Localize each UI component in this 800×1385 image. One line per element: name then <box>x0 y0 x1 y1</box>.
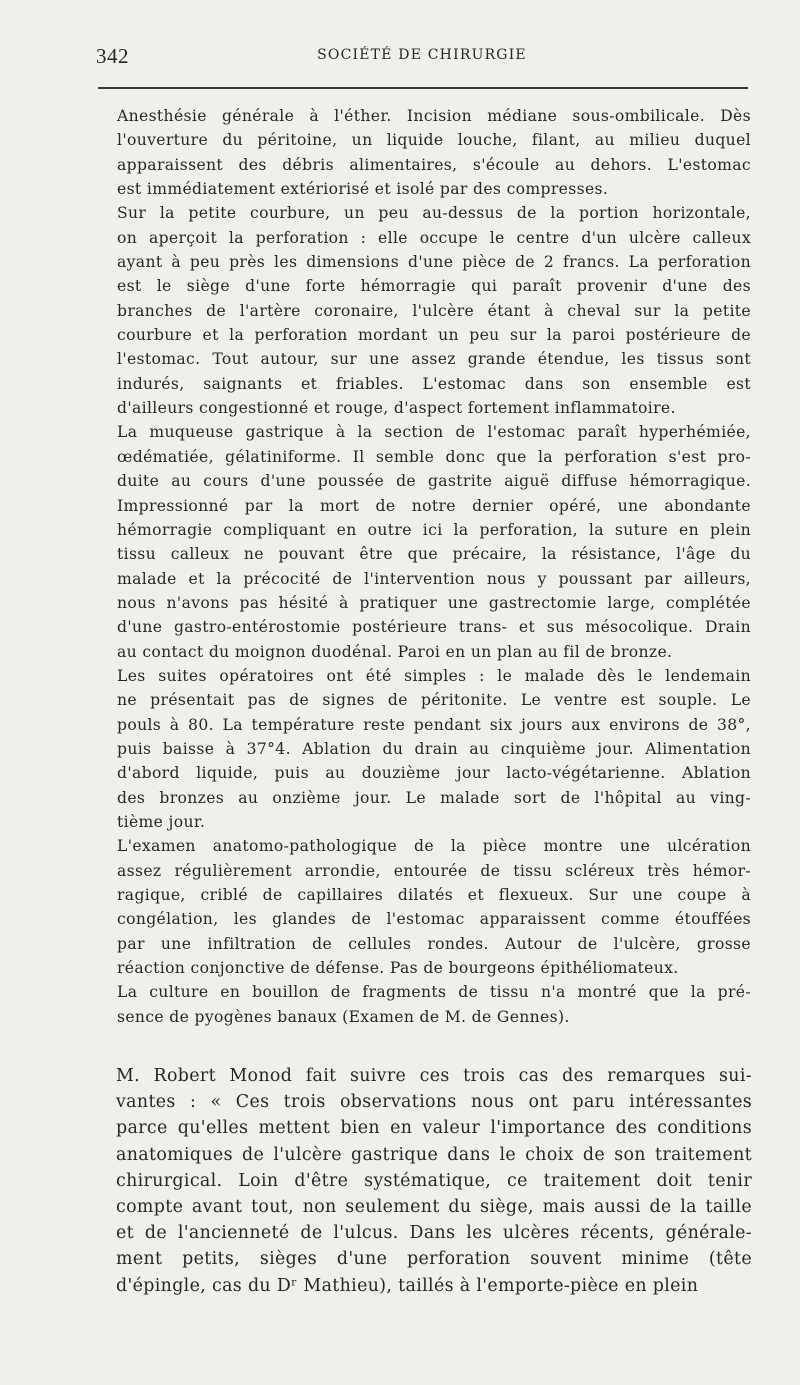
text-line: indurés, saignants et friables. L'estomac dans son ensemble est <box>117 374 751 393</box>
remarks-text <box>116 1063 752 1299</box>
case-report-text <box>117 104 751 1029</box>
text-line: malade et la précocité de l'intervention nous y poussant par ailleurs, <box>117 569 751 588</box>
text-line: La culture en bouillon de fragments de tissu n'a montré que la pré- <box>117 983 751 1002</box>
paragraph-culture <box>117 980 751 1029</box>
text-line: par une infiltration de cellules rondes. Autour de l'ulcère, grosse <box>117 934 751 953</box>
text-line: tissu calleux ne pouvant être que précaire, la résistance, l'âge du <box>117 545 751 564</box>
text-line: Les suites opératoires ont été simples : le malade dès le lendemain <box>117 666 751 685</box>
text-line: M. Robert Monod fait suivre ces trois cas des remarques sui- <box>116 1066 752 1086</box>
paragraph-postoperative <box>117 664 751 834</box>
text-line: ragique, criblé de capillaires dilatés et flexueux. Sur une coupe à <box>117 886 751 904</box>
text-line: d'épingle, cas du Dʳ Mathieu), taillés à l'emporte-pièce en plein <box>116 1275 699 1296</box>
text-line: courbure et la perforation mordant un peu sur la paroi postérieure de <box>117 326 751 345</box>
text-line: La muqueuse gastrique à la section de l'estomac paraît hyperhémiée, <box>117 423 751 442</box>
text-line: L'examen anatomo-pathologique de la pièce montre une ulcération <box>117 837 751 856</box>
text-line: on aperçoit la perforation : elle occupe le centre d'un ulcère calleux <box>117 228 751 247</box>
header-rule <box>98 87 748 89</box>
text-line: Impressionné par la mort de notre dernier opéré, une abondante <box>117 496 751 515</box>
running-title: SOCIÉTÉ DE CHIRURGIE <box>317 47 527 63</box>
text-line: vantes : « Ces trois observations nous ont paru intéressantes <box>116 1092 752 1113</box>
text-line: branches de l'artère coronaire, l'ulcère étant à cheval sur la petite <box>117 301 751 320</box>
text-line: anatomiques de l'ulcère gastrique dans le choix de son traitement <box>116 1144 752 1165</box>
text-line: au contact du moignon duodénal. Paroi en un plan au fil de bronze. <box>117 642 673 661</box>
paragraph-monod-remarks <box>116 1063 752 1299</box>
text-line: d'abord liquide, puis au douzième jour lacto-végétarienne. Ablation <box>117 764 751 783</box>
text-line: des bronzes au onzième jour. Le malade sort de l'hôpital au ving- <box>117 788 751 807</box>
text-line: et de l'ancienneté de l'ulcus. Dans les ulcères récents, générale- <box>116 1223 752 1244</box>
text-line: œdématiée, gélatiniforme. Il semble donc que la perforation s'est pro- <box>117 447 751 466</box>
text-line: est le siège d'une forte hémorragie qui paraît provenir d'une des <box>117 277 751 296</box>
text-line: Sur la petite courbure, un peu au-dessus de la portion horizontale, <box>117 204 751 223</box>
text-line: congélation, les glandes de l'estomac apparaissent comme étouffées <box>117 910 751 929</box>
text-line: sence de pyogènes banaux (Examen de M. de Gennes). <box>117 1007 570 1026</box>
text-line: hémorragie compliquant en outre ici la perforation, la suture en plein <box>117 520 751 539</box>
paragraph-pathology <box>117 834 751 980</box>
text-line: duite au cours d'une poussée de gastrite aiguë diffuse hémorragique. <box>117 472 751 491</box>
text-line: d'ailleurs congestionné et rouge, d'aspect fortement inflammatoire. <box>117 399 676 418</box>
text-line: réaction conjonctive de défense. Pas de bourgeons épithéliomateux. <box>117 959 679 978</box>
page-header <box>96 44 748 70</box>
text-line: l'ouverture du péritoine, un liquide louche, filant, au milieu duquel <box>117 131 751 150</box>
text-line: chirurgical. Loin d'être systématique, ce traitement doit tenir <box>116 1170 752 1191</box>
text-line: ment petits, sièges d'une perforation souvent minime (tête <box>116 1249 752 1270</box>
text-line: d'une gastro-entérostomie postérieure trans- et sus mésocolique. Drain <box>117 618 751 637</box>
text-line: est immédiatement extériorisé et isolé par des compresses. <box>117 180 609 199</box>
text-line: ne présentait pas de signes de péritonite. Le ventre est souple. Le <box>117 691 751 710</box>
paragraph-anesthesia <box>117 104 751 201</box>
paragraph-mucosa <box>117 420 751 663</box>
paragraph-perforation <box>117 201 751 420</box>
text-line: puis baisse à 37°4. Ablation du drain au cinquième jour. Alimentation <box>117 739 751 758</box>
text-line: pouls à 80. La température reste pendant six jours aux environs de 38°, <box>117 715 751 734</box>
text-line: assez régulièrement arrondie, entourée de tissu scléreux très hémor- <box>117 861 751 880</box>
text-line: nous n'avons pas hésité à pratiquer une gastrectomie large, complétée <box>117 593 751 612</box>
text-line: parce qu'elles mettent bien en valeur l'importance des conditions <box>116 1118 752 1139</box>
page-number: 342 <box>96 44 129 68</box>
text-line: tième jour. <box>117 812 206 831</box>
text-line: l'estomac. Tout autour, sur une assez grande étendue, les tissus sont <box>117 350 751 369</box>
text-line: apparaissent des débris alimentaires, s'écoule au dehors. L'estomac <box>117 155 751 174</box>
text-line: ayant à peu près les dimensions d'une pièce de 2 francs. La perforation <box>117 253 751 272</box>
text-line: compte avant tout, non seulement du siège, mais aussi de la taille <box>116 1197 752 1218</box>
text-line: Anesthésie générale à l'éther. Incision médiane sous-ombilicale. Dès <box>117 107 751 125</box>
